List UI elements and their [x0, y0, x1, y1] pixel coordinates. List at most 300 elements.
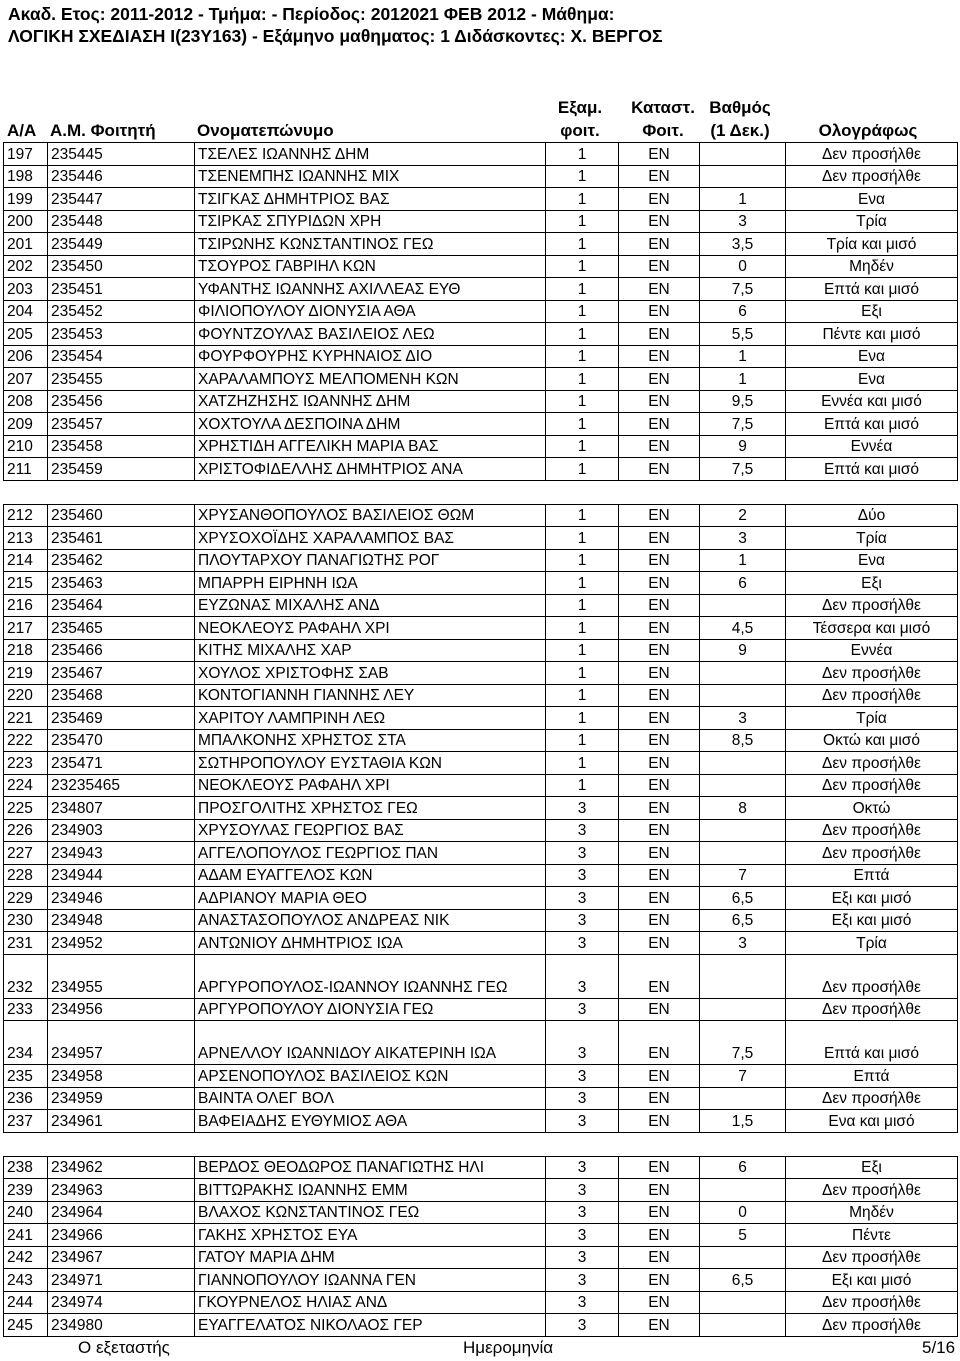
cell-words: Οκτώ και μισό [786, 729, 958, 752]
cell-aa: 219 [4, 662, 48, 685]
cell-status: ΕΝ [619, 1021, 700, 1065]
table-row [4, 617, 958, 640]
column-header-am: Α.Μ. Φοιτητή [50, 121, 156, 140]
cell-status: ΕΝ [619, 368, 700, 391]
cell-name: ΑΡΣΕΝΟΠΟΥΛΟΣ ΒΑΣΙΛΕΙΟΣ ΚΩΝ [195, 1065, 546, 1088]
cell-aa: 222 [4, 729, 48, 752]
cell-am: 235462 [48, 549, 195, 572]
column-header-exam-bottom: φοιτ. [560, 121, 600, 140]
cell-name: ΤΣΙΡΩΝΗΣ ΚΩΝΣΤΑΝΤΙΝΟΣ ΓΕΩ [195, 233, 546, 256]
cell-exam: 3 [546, 932, 619, 955]
cell-aa: 216 [4, 594, 48, 617]
cell-grade: 1 [700, 345, 786, 368]
cell-name: ΒΕΡΔΟΣ ΘΕΟΔΩΡΟΣ ΠΑΝΑΓΙΩΤΗΣ ΗΛΙ [195, 1156, 546, 1179]
cell-aa: 198 [4, 165, 48, 188]
cell-words: Δύο [786, 504, 958, 527]
cell-exam: 3 [546, 887, 619, 910]
cell-status: ΕΝ [619, 233, 700, 256]
cell-words: Επτά [786, 1065, 958, 1088]
cell-am: 235455 [48, 368, 195, 391]
cell-name: ΓΑΤΟΥ ΜΑΡΙΑ ΔΗΜ [195, 1246, 546, 1269]
cell-status: ΕΝ [619, 819, 700, 842]
cell-exam: 1 [546, 368, 619, 391]
cell-exam: 1 [546, 729, 619, 752]
cell-am: 235471 [48, 752, 195, 775]
table-row [4, 729, 958, 752]
column-header-words: Ολογράφως [818, 121, 918, 140]
cell-am: 234971 [48, 1269, 195, 1292]
cell-aa: 242 [4, 1246, 48, 1269]
column-header-name: Ονοματεπώνυμο [197, 121, 334, 140]
cell-name: ΣΩΤΗΡΟΠΟΥΛΟΥ ΕΥΣΤΑΘΙΑ ΚΩΝ [195, 752, 546, 775]
cell-grade: 3 [700, 932, 786, 955]
table-row [4, 887, 958, 910]
table-row [4, 1021, 958, 1065]
cell-status: ΕΝ [619, 1291, 700, 1314]
table-row [4, 797, 958, 820]
cell-status: ΕΝ [619, 255, 700, 278]
table-row [4, 842, 958, 865]
cell-name: ΧΡΗΣΤΙΔΗ ΑΓΓΕΛΙΚΗ ΜΑΡΙΑ ΒΑΣ [195, 435, 546, 458]
cell-status: ΕΝ [619, 323, 700, 346]
cell-status: ΕΝ [619, 887, 700, 910]
cell-grade [700, 998, 786, 1021]
cell-status: ΕΝ [619, 864, 700, 887]
cell-am: 235458 [48, 435, 195, 458]
cell-grade: 1 [700, 188, 786, 211]
cell-aa: 204 [4, 300, 48, 323]
table-row [4, 864, 958, 887]
table-gap-row [4, 1132, 958, 1156]
cell-grade [700, 1087, 786, 1110]
table-row [4, 390, 958, 413]
cell-exam: 1 [546, 210, 619, 233]
cell-aa: 240 [4, 1201, 48, 1224]
table-row [4, 707, 958, 730]
cell-words: Επτά και μισό [786, 1021, 958, 1065]
cell-aa: 221 [4, 707, 48, 730]
cell-grade: 1 [700, 549, 786, 572]
cell-exam: 3 [546, 1201, 619, 1224]
cell-name: ΑΡΓΥΡΟΠΟΥΛΟΣ-ΙΩΑΝΝΟΥ ΙΩΑΝΝΗΣ ΓΕΩ [195, 954, 546, 998]
cell-name: ΑΝΑΣΤΑΣΟΠΟΥΛΟΣ ΑΝΔΡΕΑΣ ΝΙΚ [195, 909, 546, 932]
table-row [4, 662, 958, 685]
cell-exam: 1 [546, 752, 619, 775]
cell-status: ΕΝ [619, 345, 700, 368]
cell-grade: 7,5 [700, 1021, 786, 1065]
cell-exam: 1 [546, 774, 619, 797]
cell-grade: 7 [700, 864, 786, 887]
cell-aa: 244 [4, 1291, 48, 1314]
cell-grade: 0 [700, 1201, 786, 1224]
cell-status: ΕΝ [619, 1156, 700, 1179]
cell-status: ΕΝ [619, 842, 700, 865]
cell-name: ΒΙΤΤΩΡΑΚΗΣ ΙΩΑΝΝΗΣ ΕΜΜ [195, 1179, 546, 1202]
cell-status: ΕΝ [619, 458, 700, 481]
grades-table-body [4, 143, 958, 1337]
cell-words: Εξι [786, 1156, 958, 1179]
cell-grade: 7,5 [700, 278, 786, 301]
table-row [4, 1291, 958, 1314]
cell-aa: 235 [4, 1065, 48, 1088]
table-row [4, 1156, 958, 1179]
cell-words: Δεν προσήλθε [786, 1291, 958, 1314]
cell-status: ΕΝ [619, 1201, 700, 1224]
cell-exam: 1 [546, 233, 619, 256]
table-row [4, 639, 958, 662]
cell-grade [700, 1291, 786, 1314]
cell-am: 234957 [48, 1021, 195, 1065]
cell-words: Επτά και μισό [786, 413, 958, 436]
grades-table [3, 142, 958, 1337]
cell-grade [700, 1314, 786, 1337]
cell-aa: 238 [4, 1156, 48, 1179]
cell-exam: 1 [546, 390, 619, 413]
table-row [4, 1201, 958, 1224]
cell-am: 234980 [48, 1314, 195, 1337]
cell-am: 234946 [48, 887, 195, 910]
cell-grade: 1,5 [700, 1110, 786, 1133]
cell-exam: 1 [546, 143, 619, 166]
cell-status: ΕΝ [619, 504, 700, 527]
cell-words: Δεν προσήλθε [786, 774, 958, 797]
cell-aa: 223 [4, 752, 48, 775]
cell-aa: 208 [4, 390, 48, 413]
cell-aa: 241 [4, 1224, 48, 1247]
cell-am: 234958 [48, 1065, 195, 1088]
cell-words: Μηδέν [786, 1201, 958, 1224]
cell-am: 234964 [48, 1201, 195, 1224]
cell-am: 234966 [48, 1224, 195, 1247]
cell-am: 234943 [48, 842, 195, 865]
table-row [4, 165, 958, 188]
cell-words: Εννέα [786, 435, 958, 458]
cell-status: ΕΝ [619, 1269, 700, 1292]
cell-name: ΤΣΟΥΡΟΣ ΓΑΒΡΙΗΛ ΚΩΝ [195, 255, 546, 278]
table-row [4, 819, 958, 842]
cell-exam: 3 [546, 998, 619, 1021]
examiner-label: Ο εξεταστής [78, 1338, 170, 1357]
cell-words: Δεν προσήλθε [786, 842, 958, 865]
cell-am: 235446 [48, 165, 195, 188]
cell-grade [700, 594, 786, 617]
cell-name: ΓΚΟΥΡΝΕΛΟΣ ΗΛΙΑΣ ΑΝΔ [195, 1291, 546, 1314]
cell-exam: 3 [546, 1269, 619, 1292]
cell-words: Επτά και μισό [786, 458, 958, 481]
table-row [4, 210, 958, 233]
cell-name: ΒΑΙΝΤΑ ΟΛΕΓ ΒΟΛ [195, 1087, 546, 1110]
cell-status: ΕΝ [619, 662, 700, 685]
cell-aa: 200 [4, 210, 48, 233]
cell-name: ΒΑΦΕΙΑΔΗΣ ΕΥΘΥΜΙΟΣ ΑΘΑ [195, 1110, 546, 1133]
cell-words: Μηδέν [786, 255, 958, 278]
cell-words: Τρία [786, 527, 958, 550]
cell-grade: 2 [700, 504, 786, 527]
cell-exam: 1 [546, 165, 619, 188]
cell-aa: 217 [4, 617, 48, 640]
cell-grade: 7,5 [700, 458, 786, 481]
cell-am: 234807 [48, 797, 195, 820]
cell-words: Πέντε [786, 1224, 958, 1247]
title-line-2: ΛΟΓΙΚΗ ΣΧΕΔΙΑΣΗ Ι(23Υ163) - Εξάμηνο μαθηματος: 1 Διδάσκοντες: Χ. ΒΕΡΓΟΣ [8, 26, 663, 46]
cell-exam: 3 [546, 1224, 619, 1247]
cell-aa: 211 [4, 458, 48, 481]
cell-am: 235459 [48, 458, 195, 481]
cell-grade: 3 [700, 527, 786, 550]
cell-exam: 1 [546, 413, 619, 436]
cell-name: ΑΓΓΕΛΟΠΟΥΛΟΣ ΓΕΩΡΓΙΟΣ ΠΑΝ [195, 842, 546, 865]
cell-exam: 1 [546, 572, 619, 595]
cell-grade: 9 [700, 435, 786, 458]
cell-exam: 1 [546, 684, 619, 707]
cell-aa: 202 [4, 255, 48, 278]
cell-grade: 5,5 [700, 323, 786, 346]
cell-grade: 6 [700, 300, 786, 323]
cell-exam: 3 [546, 1291, 619, 1314]
cell-am: 234959 [48, 1087, 195, 1110]
cell-am: 235450 [48, 255, 195, 278]
table-row [4, 188, 958, 211]
cell-exam: 3 [546, 1246, 619, 1269]
cell-name: ΝΕΟΚΛΕΟΥΣ ΡΑΦΑΗΛ ΧΡΙ [195, 617, 546, 640]
column-header-status [618, 96, 708, 142]
column-header-exam-top: Εξαμ. [557, 98, 603, 117]
cell-aa: 205 [4, 323, 48, 346]
table-row [4, 549, 958, 572]
cell-words: Δεν προσήλθε [786, 594, 958, 617]
cell-aa: 245 [4, 1314, 48, 1337]
cell-words: Δεν προσήλθε [786, 998, 958, 1021]
page-number: 5/16 [922, 1338, 956, 1357]
cell-am: 234956 [48, 998, 195, 1021]
cell-exam: 3 [546, 1314, 619, 1337]
cell-words: Εξι και μισό [786, 1269, 958, 1292]
cell-status: ΕΝ [619, 1179, 700, 1202]
cell-status: ΕΝ [619, 752, 700, 775]
cell-words: Τρία [786, 210, 958, 233]
table-row [4, 233, 958, 256]
cell-grade: 8,5 [700, 729, 786, 752]
cell-status: ΕΝ [619, 707, 700, 730]
cell-words: Εξι και μισό [786, 909, 958, 932]
cell-name: ΑΡΓΥΡΟΠΟΥΛΟΥ ΔΙΟΝΥΣΙΑ ΓΕΩ [195, 998, 546, 1021]
cell-status: ΕΝ [619, 1246, 700, 1269]
cell-aa: 199 [4, 188, 48, 211]
cell-status: ΕΝ [619, 1065, 700, 1088]
cell-name: ΑΔΑΜ ΕΥΑΓΓΕΛΟΣ ΚΩΝ [195, 864, 546, 887]
cell-exam: 3 [546, 1021, 619, 1065]
table-row [4, 143, 958, 166]
cell-name: ΧΑΡΙΤΟΥ ΛΑΜΠΡΙΝΗ ΛΕΩ [195, 707, 546, 730]
cell-am: 234952 [48, 932, 195, 955]
table-row [4, 1110, 958, 1133]
cell-grade: 6,5 [700, 887, 786, 910]
cell-am: 234974 [48, 1291, 195, 1314]
cell-status: ΕΝ [619, 143, 700, 166]
cell-am: 234961 [48, 1110, 195, 1133]
cell-status: ΕΝ [619, 932, 700, 955]
cell-am: 234967 [48, 1246, 195, 1269]
column-header-aa: Α/Α [7, 121, 37, 140]
table-row [4, 527, 958, 550]
cell-name: ΧΑΤΖΗΖΗΣΗΣ ΙΩΑΝΝΗΣ ΔΗΜ [195, 390, 546, 413]
cell-status: ΕΝ [619, 684, 700, 707]
table-row [4, 752, 958, 775]
cell-name: ΠΛΟΥΤΑΡΧΟΥ ΠΑΝΑΓΙΩΤΗΣ ΡΟΓ [195, 549, 546, 572]
table-row [4, 300, 958, 323]
cell-name: ΓΙΑΝΝΟΠΟΥΛΟΥ ΙΩΑΝΝΑ ΓΕΝ [195, 1269, 546, 1292]
cell-am: 235465 [48, 617, 195, 640]
cell-exam: 1 [546, 255, 619, 278]
cell-aa: 228 [4, 864, 48, 887]
cell-status: ΕΝ [619, 300, 700, 323]
cell-words: Ενα [786, 345, 958, 368]
cell-grade [700, 842, 786, 865]
table-row [4, 954, 958, 998]
cell-exam: 3 [546, 1179, 619, 1202]
cell-status: ΕΝ [619, 1087, 700, 1110]
cell-aa: 212 [4, 504, 48, 527]
gap-cell [4, 480, 958, 504]
cell-status: ΕΝ [619, 729, 700, 752]
cell-words: Δεν προσήλθε [786, 1179, 958, 1202]
cell-exam: 3 [546, 1110, 619, 1133]
cell-grade: 3 [700, 210, 786, 233]
cell-words: Εννέα [786, 639, 958, 662]
cell-grade: 0 [700, 255, 786, 278]
cell-exam: 1 [546, 527, 619, 550]
table-row [4, 774, 958, 797]
cell-name: ΜΠΑΡΡΗ ΕΙΡΗΝΗ ΙΩΑ [195, 572, 546, 595]
cell-aa: 220 [4, 684, 48, 707]
cell-status: ΕΝ [619, 390, 700, 413]
column-header-exam [545, 96, 615, 142]
table-row [4, 278, 958, 301]
table-row [4, 594, 958, 617]
cell-grade: 6,5 [700, 909, 786, 932]
cell-words: Δεν προσήλθε [786, 1087, 958, 1110]
table-row [4, 909, 958, 932]
cell-exam: 1 [546, 188, 619, 211]
cell-aa: 207 [4, 368, 48, 391]
cell-words: Τρία και μισό [786, 233, 958, 256]
table-row [4, 684, 958, 707]
cell-words: Τρία [786, 707, 958, 730]
cell-grade: 6,5 [700, 1269, 786, 1292]
cell-am: 234963 [48, 1179, 195, 1202]
cell-exam: 3 [546, 842, 619, 865]
cell-am: 235463 [48, 572, 195, 595]
cell-status: ΕΝ [619, 639, 700, 662]
cell-am: 235470 [48, 729, 195, 752]
cell-exam: 1 [546, 435, 619, 458]
cell-status: ΕΝ [619, 594, 700, 617]
title-line-1: Ακαδ. Ετος: 2011-2012 - Τμήμα: - Περίοδος: 2012021 ΦΕΒ 2012 - Μάθημα: [8, 4, 615, 24]
cell-words: Δεν προσήλθε [786, 954, 958, 998]
cell-name: ΧΡΥΣΟΥΛΑΣ ΓΕΩΡΓΙΟΣ ΒΑΣ [195, 819, 546, 842]
cell-am: 23235465 [48, 774, 195, 797]
cell-status: ΕΝ [619, 572, 700, 595]
cell-am: 235453 [48, 323, 195, 346]
cell-aa: 229 [4, 887, 48, 910]
cell-name: ΒΛΑΧΟΣ ΚΩΝΣΤΑΝΤΙΝΟΣ ΓΕΩ [195, 1201, 546, 1224]
cell-aa: 209 [4, 413, 48, 436]
cell-name: ΕΥΑΓΓΕΛΑΤΟΣ ΝΙΚΟΛΑΟΣ ΓΕΡ [195, 1314, 546, 1337]
cell-exam: 3 [546, 1065, 619, 1088]
cell-words: Ενα και μισό [786, 1110, 958, 1133]
cell-words: Εξι [786, 300, 958, 323]
table-row [4, 932, 958, 955]
cell-aa: 214 [4, 549, 48, 572]
cell-grade [700, 662, 786, 685]
cell-name: ΓΑΚΗΣ ΧΡΗΣΤΟΣ ΕΥΑ [195, 1224, 546, 1247]
cell-words: Τέσσερα και μισό [786, 617, 958, 640]
table-row [4, 1246, 958, 1269]
cell-exam: 3 [546, 954, 619, 998]
cell-words: Εξι [786, 572, 958, 595]
cell-aa: 233 [4, 998, 48, 1021]
cell-am: 235461 [48, 527, 195, 550]
cell-words: Ενα [786, 188, 958, 211]
cell-aa: 203 [4, 278, 48, 301]
cell-name: ΠΡΟΣΓΟΛΙΤΗΣ ΧΡΗΣΤΟΣ ΓΕΩ [195, 797, 546, 820]
cell-name: ΤΣΙΓΚΑΣ ΔΗΜΗΤΡΙΟΣ ΒΑΣ [195, 188, 546, 211]
cell-grade [700, 143, 786, 166]
cell-grade [700, 774, 786, 797]
cell-name: ΑΡΝΕΛΛΟΥ ΙΩΑΝΝΙΔΟΥ ΑΙΚΑΤΕΡΙΝΗ ΙΩΑ [195, 1021, 546, 1065]
gap-cell [4, 1132, 958, 1156]
cell-grade: 9 [700, 639, 786, 662]
cell-aa: 230 [4, 909, 48, 932]
document-title [8, 3, 952, 47]
cell-exam: 1 [546, 594, 619, 617]
cell-status: ΕΝ [619, 1224, 700, 1247]
table-row [4, 1314, 958, 1337]
table-row [4, 1065, 958, 1088]
date-label: Ημερομηνία [463, 1338, 554, 1357]
table-row [4, 1087, 958, 1110]
cell-aa: 231 [4, 932, 48, 955]
table-row [4, 998, 958, 1021]
table-row [4, 1269, 958, 1292]
cell-exam: 1 [546, 707, 619, 730]
cell-grade: 3,5 [700, 233, 786, 256]
cell-status: ΕΝ [619, 165, 700, 188]
cell-status: ΕΝ [619, 549, 700, 572]
cell-status: ΕΝ [619, 797, 700, 820]
cell-exam: 1 [546, 345, 619, 368]
cell-grade [700, 752, 786, 775]
cell-grade: 4,5 [700, 617, 786, 640]
cell-exam: 1 [546, 639, 619, 662]
column-header-status-top: Καταστ. [631, 98, 695, 117]
cell-status: ΕΝ [619, 617, 700, 640]
cell-name: ΦΟΥΝΤΖΟΥΛΑΣ ΒΑΣΙΛΕΙΟΣ ΛΕΩ [195, 323, 546, 346]
cell-am: 234944 [48, 864, 195, 887]
cell-am: 235467 [48, 662, 195, 685]
cell-am: 235466 [48, 639, 195, 662]
cell-grade [700, 684, 786, 707]
cell-status: ΕΝ [619, 1110, 700, 1133]
cell-name: ΤΣΙΡΚΑΣ ΣΠΥΡΙΔΩΝ ΧΡΗ [195, 210, 546, 233]
cell-aa: 210 [4, 435, 48, 458]
table-gap-row [4, 480, 958, 504]
cell-status: ΕΝ [619, 998, 700, 1021]
cell-name: ΑΔΡΙΑΝΟΥ ΜΑΡΙΑ ΘΕΟ [195, 887, 546, 910]
cell-words: Δεν προσήλθε [786, 819, 958, 842]
cell-aa: 218 [4, 639, 48, 662]
cell-exam: 1 [546, 458, 619, 481]
